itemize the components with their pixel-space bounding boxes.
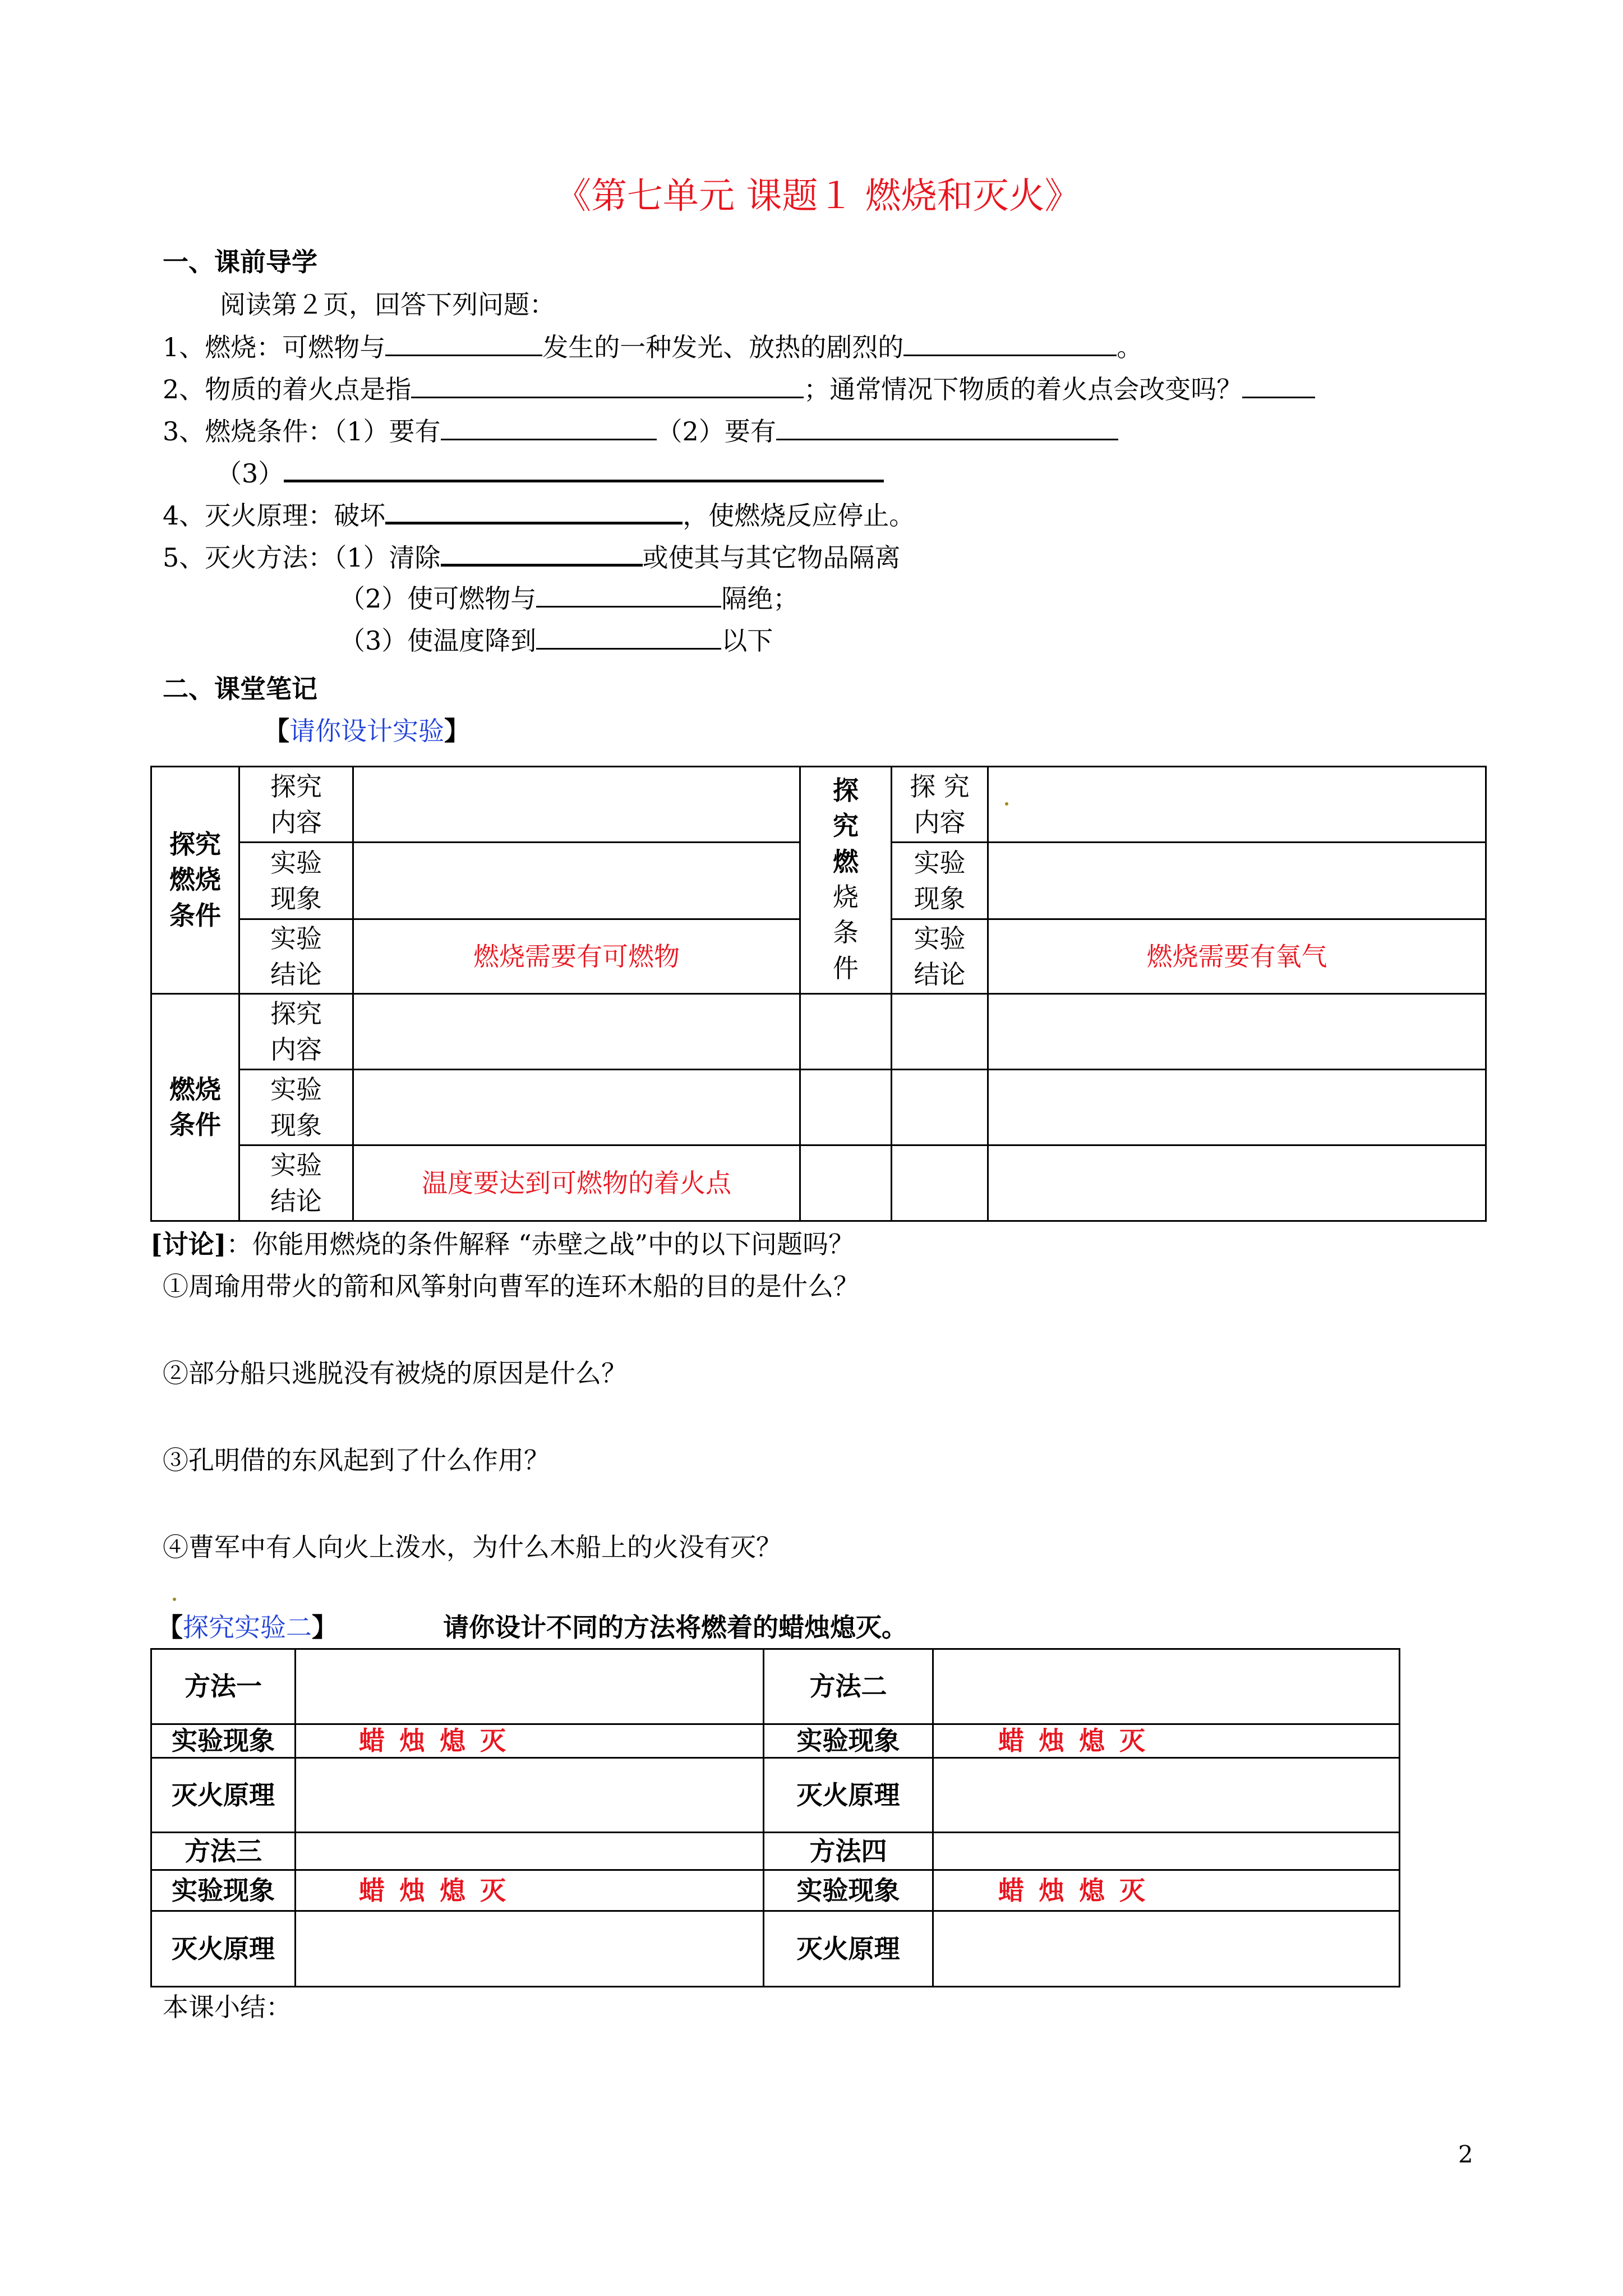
row-label-conclusion-2: 实验结论 — [270, 1149, 322, 1216]
question-2: 2、物质的着火点是指 ；通常情况下物质的着火点会改变吗？ — [163, 374, 1315, 402]
conclusion-combustible: 燃烧需要有可燃物 — [473, 941, 680, 972]
blank — [536, 583, 721, 608]
blank — [536, 625, 721, 650]
lesson-summary-label: 本课小结： — [163, 1992, 292, 2022]
phenomenon-label-3: 实验现象 — [172, 1875, 275, 1906]
speck-mark — [1005, 802, 1008, 806]
blank — [903, 332, 1117, 356]
method-2-label: 方法二 — [809, 1671, 887, 1702]
reading-instruction: 阅读第２页，回答下列问题： — [220, 289, 555, 320]
result-candle-out-4: 蜡 烛 熄 灭 — [998, 1875, 1145, 1906]
section-heading-notes: 二、课堂笔记 — [163, 674, 317, 704]
page-number: 2 — [1458, 2141, 1473, 2168]
experiment-2-heading: 【探究实验二】 — [157, 1612, 338, 1642]
design-experiment-label: 【请你设计实验】 — [264, 716, 470, 746]
group-label-conditions: 燃烧条件 — [169, 1074, 221, 1140]
discussion-question-1: ①周瑜用带火的箭和风筝射向曹军的连环木船的目的是什么？ — [163, 1271, 859, 1301]
method-3-label: 方法三 — [185, 1835, 262, 1866]
row-label-content-right: 探 究内容 — [910, 771, 970, 838]
section-heading-preview: 一、课前导学 — [163, 247, 317, 277]
question-5-part-2: （2）使可燃物与 隔绝； — [339, 583, 799, 614]
method-1-label: 方法一 — [185, 1671, 262, 1702]
row-label-phenomenon: 实验现象 — [270, 847, 322, 914]
blank — [441, 541, 643, 567]
question-1: 1、燃烧：可燃物与 发生的一种发光、放热的剧烈的 。 — [163, 332, 1143, 362]
question-5-part-3: （3）使温度降到 以下 — [339, 625, 773, 656]
principle-label-1: 灭火原理 — [172, 1779, 275, 1810]
experiment-2-task: 请你设计不同的方法将燃着的蜡烛熄灭。 — [443, 1612, 907, 1642]
discussion-question-3: ③孔明借的东风起到了什么作用？ — [163, 1445, 550, 1475]
row-label-phenomenon-2: 实验现象 — [270, 1074, 322, 1140]
discussion-question-4: ④曹军中有人向火上泼水，为什么木船上的火没有灭？ — [163, 1532, 782, 1562]
phenomenon-label-1: 实验现象 — [172, 1726, 275, 1756]
discussion-intro: [讨论]：你能用燃烧的条件解释 “赤壁之战”中的以下问题吗？ — [150, 1229, 855, 1259]
blank — [411, 374, 804, 398]
principle-label-4: 灭火原理 — [796, 1933, 900, 1964]
result-candle-out-2: 蜡 烛 熄 灭 — [998, 1726, 1145, 1756]
blank — [385, 332, 542, 356]
principle-label-2: 灭火原理 — [796, 1779, 900, 1810]
conclusion-temperature: 温度要达到可燃物的着火点 — [422, 1167, 731, 1198]
row-label-content-2: 探究内容 — [270, 998, 322, 1065]
blank — [284, 457, 884, 482]
question-3-part-3: （3） — [216, 457, 884, 486]
blank — [385, 499, 683, 524]
group-label-explore-conditions-2: 探 究 燃 烧 条 件 — [833, 775, 859, 983]
row-label-content: 探究内容 — [270, 771, 322, 838]
speck-mark — [173, 1598, 176, 1601]
page-title: 《第七单元 课题１ 燃烧和灭火》 — [555, 176, 1081, 217]
principle-label-3: 灭火原理 — [172, 1933, 275, 1964]
row-label-conclusion: 实验结论 — [270, 923, 322, 990]
discussion-question-2: ②部分船只逃脱没有被烧的原因是什么？ — [163, 1358, 627, 1388]
result-candle-out-3: 蜡 烛 熄 灭 — [359, 1875, 506, 1906]
blank — [441, 416, 657, 440]
phenomenon-label-4: 实验现象 — [796, 1875, 900, 1906]
row-label-phenomenon-right: 实验现象 — [914, 847, 966, 914]
conclusion-oxygen: 燃烧需要有氧气 — [1146, 941, 1327, 972]
row-label-conclusion-right: 实验结论 — [914, 923, 966, 990]
group-label-explore-conditions: 探究燃烧条件 — [169, 829, 221, 931]
phenomenon-label-2: 实验现象 — [796, 1726, 900, 1756]
blank — [1242, 374, 1315, 398]
blank — [776, 416, 1118, 440]
result-candle-out-1: 蜡 烛 熄 灭 — [359, 1726, 506, 1756]
question-3: 3、燃烧条件：（1）要有 （2）要有 — [163, 416, 1118, 444]
question-5: 5、灭火方法：（1）清除 或使其与其它物品隔离 — [163, 542, 901, 573]
question-4: 4、灭火原理：破坏 ，使燃烧反应停止。 — [163, 500, 915, 531]
method-4-label: 方法四 — [809, 1835, 887, 1866]
